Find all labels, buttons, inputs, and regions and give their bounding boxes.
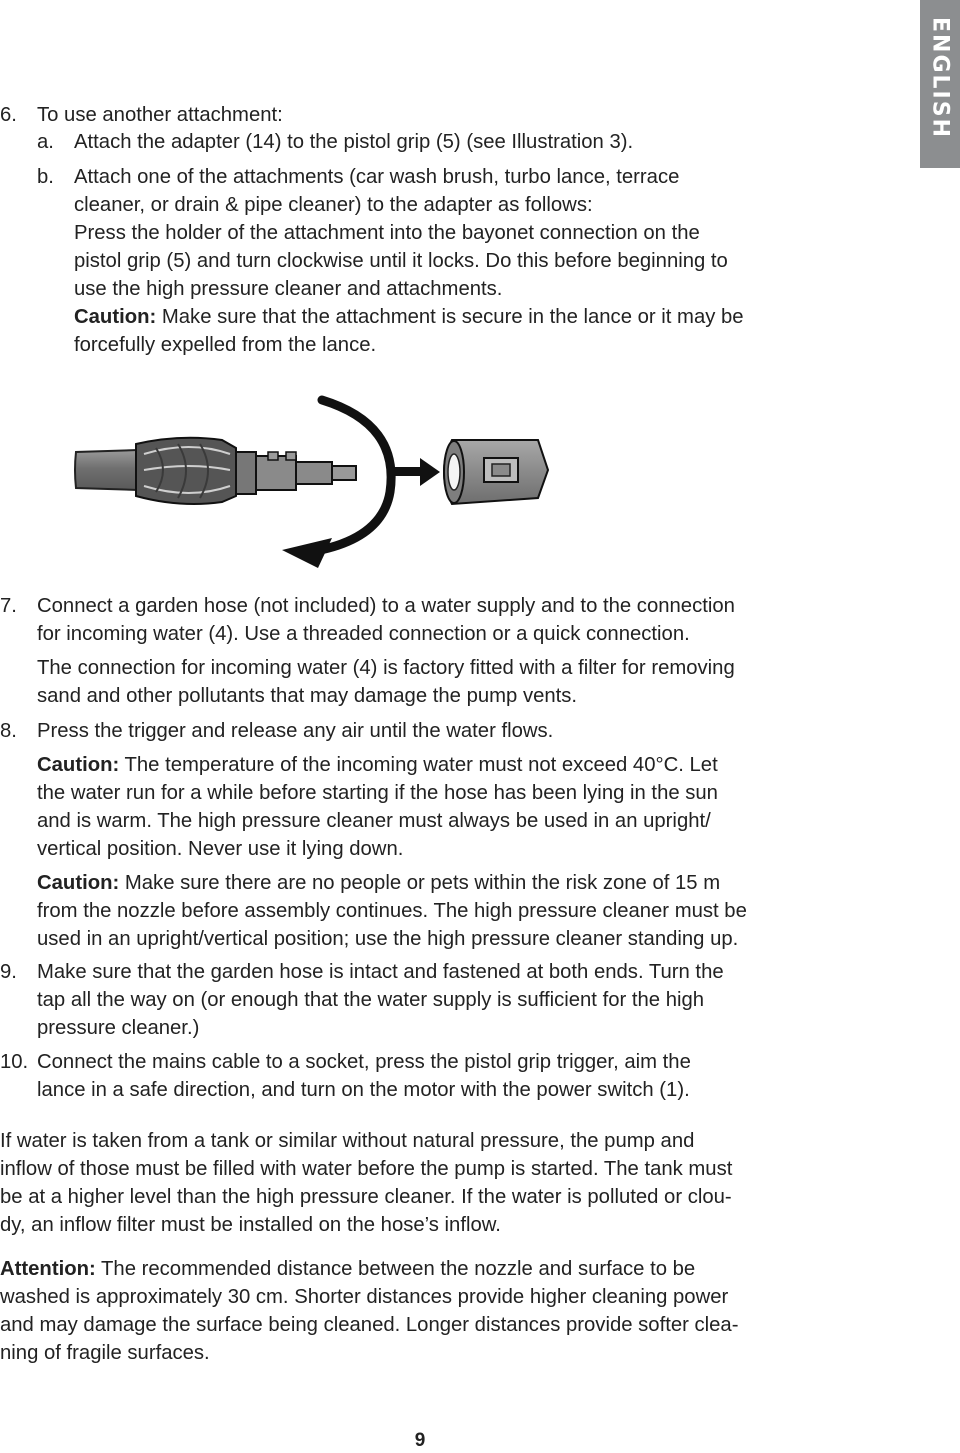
caution-text: Make sure that the attachment is secure in the lance or it may be bbox=[161, 306, 744, 328]
attachment-illustration bbox=[60, 392, 580, 572]
step-10-line: lance in a safe direction, and turn on the motor with the power switch (1). bbox=[37, 1079, 690, 1101]
page-number: 9 bbox=[414, 1430, 426, 1451]
attention-line: ning of fragile surfaces. bbox=[0, 1342, 210, 1364]
step-6b-label: b. bbox=[37, 166, 54, 188]
tank-paragraph-line: inflow of those must be filled with water before the pump is started. The tank must bbox=[0, 1158, 733, 1180]
step-10-line: Connect the mains cable to a socket, press the pistol grip trigger, aim the bbox=[37, 1051, 691, 1073]
attention-line: and may damage the surface being cleaned. Longer distances provide softer clea- bbox=[0, 1314, 739, 1336]
attention-label: Attention: bbox=[0, 1258, 96, 1280]
caution-label: Caution: bbox=[74, 306, 157, 328]
step-10-number: 10. bbox=[0, 1051, 29, 1073]
step-8-number: 8. bbox=[0, 720, 17, 742]
language-tab bbox=[920, 0, 960, 168]
step-8-text: Press the trigger and release any air until the water flows. bbox=[37, 720, 554, 742]
caution-text: Make sure there are no people or pets within the risk zone of 15 m bbox=[124, 872, 721, 894]
step-7-number: 7. bbox=[0, 595, 17, 617]
caution-label: Caution: bbox=[37, 872, 120, 894]
attention-line: washed is approximately 30 cm. Shorter distances provide higher cleaning power bbox=[0, 1286, 729, 1308]
step-7-line: for incoming water (4). Use a threaded connection or a quick connection. bbox=[37, 623, 690, 645]
attention-line bbox=[0, 1256, 695, 1284]
language-tab-label: ENGLISH bbox=[927, 17, 953, 139]
step-6b-line: use the high pressure cleaner and attachments. bbox=[74, 278, 503, 300]
step-6-text: To use another attachment: bbox=[37, 104, 283, 126]
caution-text: The temperature of the incoming water must not exceed 40°C. Let bbox=[124, 754, 718, 776]
step-9-line: tap all the way on (or enough that the water supply is sufficient for the high bbox=[37, 989, 705, 1011]
step-9-number: 9. bbox=[0, 961, 17, 983]
step-7-note-line: The connection for incoming water (4) is factory fitted with a filter for removing bbox=[37, 657, 735, 679]
tank-paragraph-line: dy, an inflow filter must be installed on the hose’s inflow. bbox=[0, 1214, 501, 1236]
step-6a-label: a. bbox=[37, 131, 54, 153]
step-6-caution-line: forcefully expelled from the lance. bbox=[74, 334, 377, 356]
attention-text: The recommended distance between the nozzle and surface to be bbox=[101, 1258, 696, 1280]
step-7-note-line: sand and other pollutants that may damage the pump vents. bbox=[37, 685, 578, 707]
step-8-caution2-line bbox=[37, 870, 720, 898]
step-8-caution-line: and is warm. The high pressure cleaner must always be used in an upright/ bbox=[37, 810, 711, 832]
step-9-line: Make sure that the garden hose is intact and fastened at both ends. Turn the bbox=[37, 961, 724, 983]
step-6-caution-line bbox=[74, 304, 744, 332]
step-8-caution-line: vertical position. Never use it lying down. bbox=[37, 838, 404, 860]
caution-label: Caution: bbox=[37, 754, 120, 776]
step-6b-line: pistol grip (5) and turn clockwise until it locks. Do this before beginning to bbox=[74, 250, 728, 272]
step-8-caution2-line: from the nozzle before assembly continues. The high pressure cleaner must be bbox=[37, 900, 747, 922]
step-9-line: pressure cleaner.) bbox=[37, 1017, 200, 1039]
tank-paragraph-line: be at a higher level than the high pressure cleaner. If the water is polluted or clou- bbox=[0, 1186, 732, 1208]
step-8-caution-line: the water run for a while before starting if the hose has been lying in the sun bbox=[37, 782, 718, 804]
step-8-caution-line bbox=[37, 752, 718, 780]
step-6a-text: Attach the adapter (14) to the pistol grip (5) (see Illustration 3). bbox=[74, 131, 634, 153]
tank-paragraph-line: If water is taken from a tank or similar without natural pressure, the pump and bbox=[0, 1130, 695, 1152]
step-6b-line: Attach one of the attachments (car wash brush, turbo lance, terrace bbox=[74, 166, 680, 188]
step-8-caution2-line: used in an upright/vertical position; use the high pressure cleaner standing up. bbox=[37, 928, 739, 950]
step-7-line: Connect a garden hose (not included) to a water supply and to the connection bbox=[37, 595, 735, 617]
step-6b-line: cleaner, or drain & pipe cleaner) to the adapter as follows: bbox=[74, 194, 593, 216]
step-6-number: 6. bbox=[0, 104, 17, 126]
step-6b-line: Press the holder of the attachment into the bayonet connection on the bbox=[74, 222, 700, 244]
